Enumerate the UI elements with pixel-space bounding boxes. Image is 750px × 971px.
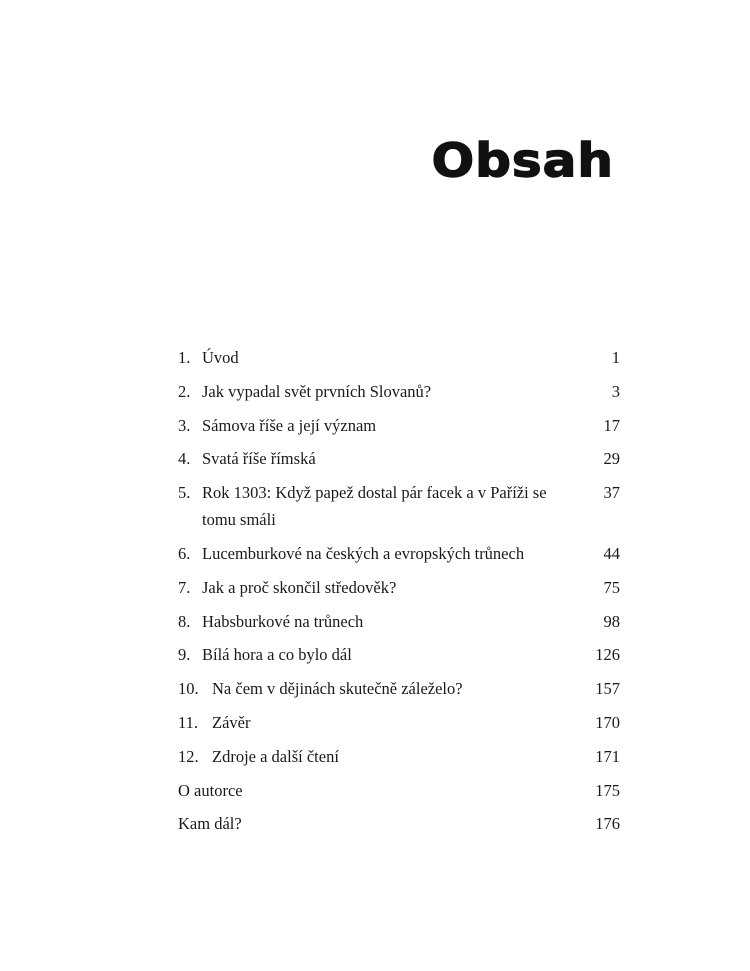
toc-entry-text (178, 709, 250, 736)
toc-entry-label: Úvod (202, 348, 239, 367)
toc-entry-text (178, 412, 376, 439)
toc-entry[interactable] (178, 777, 620, 804)
toc-entry-label: Habsburkové na trůnech (202, 611, 364, 631)
toc-entry-label: Svatá říše římská (202, 449, 316, 469)
toc-entry[interactable] (178, 743, 620, 770)
toc-entry[interactable] (178, 445, 620, 472)
toc-entry-text (178, 574, 396, 601)
toc-entry-number: 6. (178, 543, 191, 563)
toc-entry-number: 2. (178, 381, 191, 401)
toc-entry-page: 176 (595, 814, 620, 834)
toc-entry-label: Zdroje a další čtení (212, 746, 339, 766)
toc-entry-page: 126 (595, 645, 620, 665)
toc-entry-text (178, 675, 463, 702)
toc-entry-text (178, 445, 316, 472)
toc-entry[interactable] (178, 378, 620, 405)
toc-entry-page: 1 (611, 348, 620, 367)
toc-entry-label: Jak a proč skončil středověk? (202, 577, 397, 597)
toc-entry[interactable] (178, 574, 620, 601)
toc-entry-text (178, 479, 578, 533)
toc-entry-number: 1. (178, 348, 191, 367)
toc-entry-page: 3 (611, 381, 620, 401)
toc-entry-number: 5. (178, 483, 191, 503)
toc-entry-page: 75 (603, 577, 620, 597)
toc-entry-text (178, 540, 524, 567)
toc-entry-number: 3. (178, 415, 191, 435)
toc-entry-number: 9. (178, 645, 191, 665)
toc-entry[interactable] (178, 641, 620, 668)
toc-entry-page: 157 (595, 679, 620, 699)
toc-entry-label: Lucemburkové na českých a evropských trůnech (202, 543, 525, 563)
toc-entry-page: 29 (603, 449, 620, 469)
toc-entry-label: Bílá hora a co bylo dál (202, 645, 352, 665)
toc-entry-page: 171 (595, 746, 620, 766)
toc-entry-text (178, 608, 363, 635)
toc-entry-page: 17 (603, 415, 620, 435)
toc-entry-number: 12. (178, 746, 199, 766)
toc-entry[interactable] (178, 412, 620, 439)
toc-entry-text (178, 777, 243, 804)
toc-entry-label: Závěr (212, 712, 251, 732)
toc-entry-number: 11. (178, 712, 199, 732)
toc-entry-label: O autorce (178, 780, 243, 800)
toc-entry-number: 10. (178, 679, 199, 699)
toc-entry-text (178, 810, 242, 837)
toc-entry[interactable] (178, 479, 620, 533)
toc-entry-page: 44 (603, 543, 620, 563)
toc-entry[interactable] (178, 810, 620, 837)
toc-entry-text (178, 641, 352, 668)
toc-entry-label: Sámova říše a její význam (202, 415, 377, 435)
toc-entry[interactable] (178, 344, 620, 371)
table-of-contents (178, 344, 620, 844)
toc-entry-text (178, 743, 339, 770)
toc-entry-label: Na čem v dějinách skutečně záleželo? (212, 679, 463, 699)
toc-entry-label: Jak vypadal svět prvních Slovanů? (202, 381, 432, 401)
toc-entry-page: 98 (603, 611, 620, 631)
toc-entry[interactable] (178, 675, 620, 702)
toc-entry-label: Kam dál? (178, 814, 242, 834)
toc-entry[interactable] (178, 540, 620, 567)
toc-entry-number: 8. (178, 611, 191, 631)
toc-entry-number: 7. (178, 577, 191, 597)
toc-entry-page: 175 (595, 780, 620, 800)
toc-entry-text (178, 378, 431, 405)
page-title: Obsah (431, 134, 614, 188)
toc-entry-page: 37 (603, 483, 620, 503)
toc-entry-label: Rok 1303: Když papež dostal pár facek a v Paříži se tomu smáli (202, 483, 547, 530)
toc-entry-text (178, 344, 239, 371)
toc-entry[interactable] (178, 709, 620, 736)
toc-entry-number: 4. (178, 449, 191, 469)
toc-entry[interactable] (178, 608, 620, 635)
toc-entry-page: 170 (595, 712, 620, 732)
